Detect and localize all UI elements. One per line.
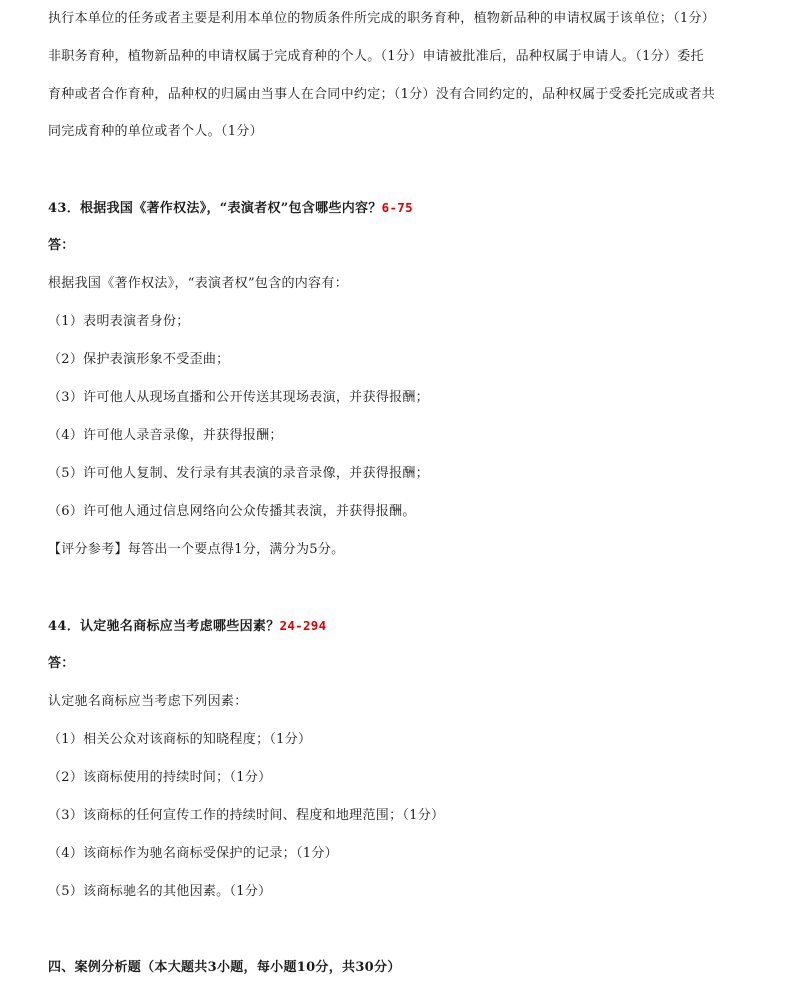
question-43-scoring: 【评分参考】每答出一个要点得1分，满分为5分。	[48, 542, 345, 557]
question-44-text: 44．认定驰名商标应当考虑哪些因素？	[48, 619, 280, 634]
question-44-item-5: （5）该商标驰名的其他因素。（1分）	[48, 884, 272, 899]
intro-line-2: 非职务育种，植物新品种的申请权属于完成育种的个人。（1分）申请被批准后，品种权属于申请人。（1分）委托	[48, 49, 704, 64]
question-43-reference: 6-75	[381, 200, 413, 215]
question-43-text: 43．根据我国《著作权法》，“表演者权”包含哪些内容？	[48, 201, 382, 216]
question-43-item-5: （5）许可他人复制、发行录有其表演的录音录像，并获得报酬；	[48, 466, 429, 481]
question-43-lead: 根据我国《著作权法》，“表演者权”包含的内容有：	[48, 276, 348, 291]
question-43	[48, 198, 771, 219]
intro-line-4: 同完成育种的单位或者个人。（1分）	[48, 124, 263, 139]
intro-line-3: 育种或者合作育种，品种权的归属由当事人在合同中约定；（1分）没有合同约定的，品种权属于受委托完成或者共	[48, 87, 716, 102]
intro-line-1: 执行本单位的任务或者主要是利用本单位的物质条件所完成的职务育种，植物新品种的申请权属于该单位；（1分）	[48, 11, 716, 26]
question-43-item-4: （4）许可他人录音录像，并获得报酬；	[48, 428, 283, 443]
question-44-item-1: （1）相关公众对该商标的知晓程度；（1分）	[48, 732, 312, 747]
question-43-answer-label: 答：	[48, 238, 75, 253]
question-44-item-2: （2）该商标使用的持续时间；（1分）	[48, 770, 272, 785]
question-44-item-4: （4）该商标作为驰名商标受保护的记录；（1分）	[48, 846, 338, 861]
question-43-item-3: （3）许可他人从现场直播和公开传送其现场表演，并获得报酬；	[48, 390, 429, 405]
question-44-answer-label: 答：	[48, 656, 75, 671]
question-43-item-1: （1）表明表演者身份；	[48, 314, 190, 329]
section-4-heading: 四、案例分析题（本大题共3小题，每小题10分，共30分）	[48, 960, 401, 975]
question-43-item-2: （2）保护表演形象不受歪曲；	[48, 352, 230, 367]
question-44-lead: 认定驰名商标应当考虑下列因素：	[48, 694, 248, 709]
question-44-item-3: （3）该商标的任何宣传工作的持续时间、程度和地理范围；（1分）	[48, 808, 445, 823]
question-44-reference: 24-294	[279, 618, 327, 633]
question-44	[48, 616, 771, 637]
question-43-item-6: （6）许可他人通过信息网络向公众传播其表演，并获得报酬。	[48, 504, 416, 519]
